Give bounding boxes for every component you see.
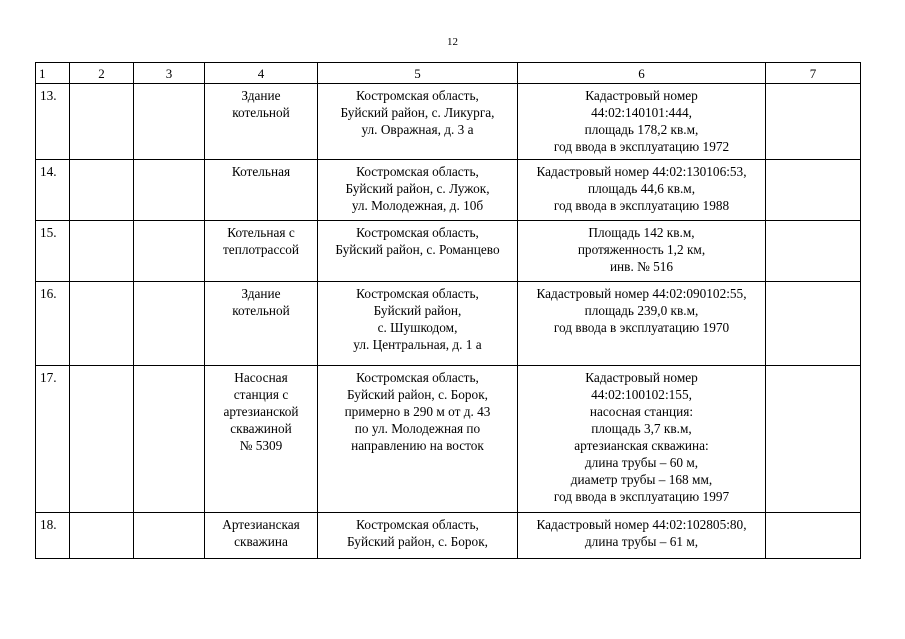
object-name-cell [205, 282, 318, 366]
object-name-line: котельной [232, 105, 290, 120]
column-header-4: 4 [205, 63, 318, 84]
address-cell [318, 84, 518, 160]
address-line: Буйский район, с. Борок, [347, 387, 488, 402]
object-name-line: теплотрассой [222, 242, 300, 257]
address-line: ул. Молодежная, д. 10б [351, 198, 484, 213]
details-line: протяженность 1,2 км, [577, 242, 706, 257]
col3-cell [134, 160, 205, 221]
details-cell [518, 366, 766, 513]
column-header-3: 3 [134, 63, 205, 84]
address-line: Буйский район, с. Лужок, [345, 181, 490, 196]
object-name-line: Артезианская [222, 517, 300, 532]
address-line: по ул. Молодежная по [354, 421, 481, 436]
address-cell [318, 513, 518, 559]
address-line: Костромская область, [356, 225, 479, 240]
address-cell [318, 366, 518, 513]
row-number-cell: 18. [36, 513, 70, 559]
row-number-cell: 13. [36, 84, 70, 160]
object-name-line: скважиной [230, 421, 292, 436]
column-header-1: 1 [36, 63, 70, 84]
col7-cell [766, 513, 861, 559]
row-number-cell: 15. [36, 221, 70, 282]
object-name-cell [205, 84, 318, 160]
col2-cell [70, 160, 134, 221]
details-line: Кадастровый номер 44:02:102805:80, [536, 517, 747, 532]
header-row [36, 63, 861, 84]
row-number-cell: 16. [36, 282, 70, 366]
col2-cell [70, 366, 134, 513]
address-line: ул. Центральная, д. 1 а [353, 337, 482, 352]
table-row [36, 282, 861, 366]
object-name-line: котельной [232, 303, 290, 318]
details-line: Кадастровый номер 44:02:090102:55, [536, 286, 747, 301]
column-header-6: 6 [518, 63, 766, 84]
details-line: 44:02:140101:444, [591, 105, 692, 120]
object-name-line: артезианской [223, 404, 299, 419]
object-name-line: Котельная с [227, 225, 295, 240]
col3-cell [134, 366, 205, 513]
column-header-2: 2 [70, 63, 134, 84]
address-line: Костромская область, [356, 370, 479, 385]
address-line: ул. Овражная, д. 3 а [361, 122, 474, 137]
details-cell [518, 282, 766, 366]
col2-cell [70, 84, 134, 160]
column-header-5: 5 [318, 63, 518, 84]
address-line: примерно в 290 м от д. 43 [344, 404, 491, 419]
col7-cell [766, 84, 861, 160]
col3-cell [134, 221, 205, 282]
details-cell [518, 160, 766, 221]
object-name-line: станция с [233, 387, 289, 402]
details-cell [518, 84, 766, 160]
col2-cell [70, 221, 134, 282]
col2-cell [70, 282, 134, 366]
address-line: Костромская область, [356, 517, 479, 532]
details-line: длина трубы – 61 м, [584, 534, 699, 549]
object-name-cell [205, 366, 318, 513]
details-cell [518, 513, 766, 559]
col7-cell [766, 160, 861, 221]
details-line: диаметр трубы – 168 мм, [570, 472, 713, 487]
object-name-line: Здание [241, 286, 281, 301]
object-name-line: Здание [241, 88, 281, 103]
row-number-cell: 17. [36, 366, 70, 513]
table-row [36, 160, 861, 221]
col3-cell [134, 513, 205, 559]
details-line: 44:02:100102:155, [591, 387, 692, 402]
details-line: год ввода в эксплуатацию 1970 [553, 320, 730, 335]
object-name-line: № 5309 [239, 438, 283, 453]
address-line: Костромская область, [356, 164, 479, 179]
details-line: площадь 44,6 кв.м, [587, 181, 696, 196]
table-row [36, 513, 861, 559]
details-line: площадь 178,2 кв.м, [584, 122, 699, 137]
col3-cell [134, 84, 205, 160]
page-number: 12 [447, 36, 458, 48]
address-line: Буйский район, с. Романцево [335, 242, 500, 257]
details-line: Кадастровый номер [585, 370, 698, 385]
table-row [36, 84, 861, 160]
address-cell [318, 160, 518, 221]
details-line: артезианская скважина: [574, 438, 709, 453]
object-name-line: скважина [234, 534, 288, 549]
address-line: Буйский район, с. Ликурга, [340, 105, 495, 120]
table-row [36, 366, 861, 513]
column-header-7: 7 [766, 63, 861, 84]
object-name-cell [205, 513, 318, 559]
details-line: инв. № 516 [609, 259, 674, 274]
address-cell [318, 221, 518, 282]
address-line: с. Шушкодом, [377, 320, 458, 335]
col7-cell [766, 221, 861, 282]
details-line: Кадастровый номер 44:02:130106:53, [536, 164, 747, 179]
col2-cell [70, 513, 134, 559]
table-row [36, 221, 861, 282]
details-line: год ввода в эксплуатацию 1997 [553, 489, 730, 504]
col7-cell [766, 366, 861, 513]
details-line: Кадастровый номер [585, 88, 698, 103]
address-line: Буйский район, [373, 303, 462, 318]
row-number-cell: 14. [36, 160, 70, 221]
address-line: направлению на восток [351, 438, 484, 453]
details-line: Площадь 142 кв.м, [588, 225, 695, 240]
object-name-line: Насосная [234, 370, 288, 385]
details-line: площадь 3,7 кв.м, [591, 421, 692, 436]
registry-table [35, 62, 861, 559]
details-line: площадь 239,0 кв.м, [584, 303, 699, 318]
address-cell [318, 282, 518, 366]
col3-cell [134, 282, 205, 366]
details-line: насосная станция: [589, 404, 694, 419]
details-cell [518, 221, 766, 282]
object-name-cell [205, 160, 318, 221]
object-name-line: Котельная [231, 164, 291, 179]
address-line: Костромская область, [356, 286, 479, 301]
address-line: Буйский район, с. Борок, [347, 534, 488, 549]
address-line: Костромская область, [356, 88, 479, 103]
details-line: год ввода в эксплуатацию 1988 [553, 198, 730, 213]
details-line: год ввода в эксплуатацию 1972 [553, 139, 730, 154]
col7-cell [766, 282, 861, 366]
details-line: длина трубы – 60 м, [584, 455, 699, 470]
object-name-cell [205, 221, 318, 282]
